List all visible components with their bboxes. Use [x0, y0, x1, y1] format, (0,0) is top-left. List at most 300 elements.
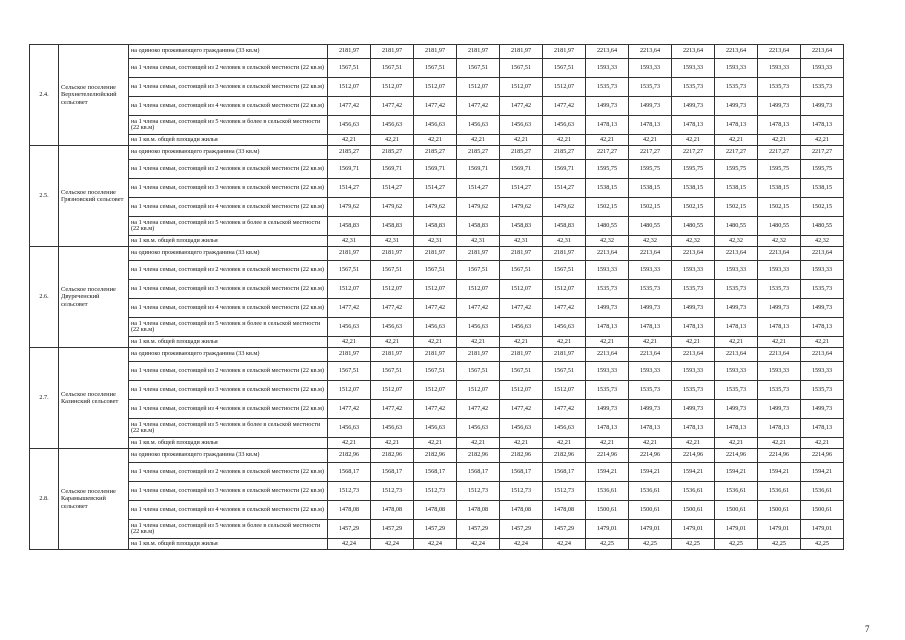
- value-cell: 1567,51: [414, 261, 457, 280]
- value-cell: 1479,62: [371, 198, 414, 217]
- value-cell: 1593,33: [629, 59, 672, 78]
- value-cell: 2181,97: [457, 45, 500, 59]
- settlement-name: Сельское поселение Двуреченский сельсовет: [59, 247, 129, 348]
- value-cell: 42,21: [328, 438, 371, 449]
- norm-description: на 1 члена семьи, состоящей из 2 человек в сельской местности (22 кв.м): [129, 261, 328, 280]
- value-cell: 42,21: [801, 135, 844, 146]
- value-cell: 2213,64: [715, 247, 758, 261]
- value-cell: 1512,07: [328, 78, 371, 97]
- value-cell: 2213,64: [629, 247, 672, 261]
- value-cell: 1456,63: [414, 116, 457, 135]
- value-cell: 1499,73: [586, 97, 629, 116]
- value-cell: 42,21: [672, 438, 715, 449]
- value-cell: 42,21: [586, 438, 629, 449]
- norm-description: на 1 члена семьи, состоящей из 5 человек и более в сельской местности (22 кв.м): [129, 419, 328, 438]
- value-cell: 1593,33: [758, 362, 801, 381]
- table-row: [30, 45, 844, 59]
- value-cell: 42,25: [758, 539, 801, 550]
- value-cell: 2185,27: [500, 146, 543, 160]
- value-cell: 42,21: [414, 337, 457, 348]
- value-cell: 1593,33: [715, 261, 758, 280]
- value-cell: 1514,27: [457, 179, 500, 198]
- value-cell: 1567,51: [457, 59, 500, 78]
- value-cell: 1499,73: [801, 400, 844, 419]
- value-cell: 1593,33: [715, 59, 758, 78]
- value-cell: 42,24: [414, 539, 457, 550]
- value-cell: 1512,07: [414, 381, 457, 400]
- value-cell: 1477,42: [414, 97, 457, 116]
- value-cell: 1478,08: [457, 501, 500, 520]
- value-cell: 1535,73: [715, 381, 758, 400]
- norm-description: на одиноко проживающего гражданина (33 кв.м): [129, 146, 328, 160]
- table-row: [30, 348, 844, 362]
- value-cell: 1535,73: [629, 280, 672, 299]
- value-cell: 2213,64: [715, 45, 758, 59]
- value-cell: 1477,42: [414, 299, 457, 318]
- value-cell: 1479,01: [801, 520, 844, 539]
- page-number: 7: [865, 624, 870, 634]
- value-cell: 42,32: [629, 236, 672, 247]
- value-cell: 1499,73: [672, 299, 715, 318]
- value-cell: 1594,21: [629, 463, 672, 482]
- value-cell: 1567,51: [457, 261, 500, 280]
- value-cell: 1480,55: [715, 217, 758, 236]
- value-cell: 1593,33: [801, 261, 844, 280]
- value-cell: 2181,97: [414, 45, 457, 59]
- value-cell: 2213,64: [672, 348, 715, 362]
- value-cell: 1499,73: [715, 299, 758, 318]
- value-cell: 1500,61: [672, 501, 715, 520]
- value-cell: 1535,73: [586, 280, 629, 299]
- value-cell: 1456,63: [543, 116, 586, 135]
- value-cell: 1480,55: [801, 217, 844, 236]
- value-cell: 1512,07: [500, 78, 543, 97]
- value-cell: 1593,33: [715, 362, 758, 381]
- value-cell: 1478,08: [328, 501, 371, 520]
- value-cell: 2213,64: [801, 247, 844, 261]
- value-cell: 1535,73: [715, 78, 758, 97]
- table-row: [30, 59, 844, 78]
- norm-description: на 1 кв.м. общей площади жилья: [129, 236, 328, 247]
- norm-description: на 1 члена семьи, состоящей из 5 человек и более в сельской местности (22 кв.м): [129, 520, 328, 539]
- norm-description: на 1 кв.м. общей площади жилья: [129, 539, 328, 550]
- norm-description: на одиноко проживающего гражданина (33 кв.м): [129, 449, 328, 463]
- value-cell: 1477,42: [500, 299, 543, 318]
- value-cell: 42,21: [414, 135, 457, 146]
- value-cell: 2217,27: [672, 146, 715, 160]
- value-cell: 1457,29: [414, 520, 457, 539]
- value-cell: 1567,51: [371, 59, 414, 78]
- value-cell: 42,21: [371, 438, 414, 449]
- value-cell: 1477,42: [457, 97, 500, 116]
- value-cell: 1499,73: [586, 400, 629, 419]
- value-cell: 42,21: [500, 438, 543, 449]
- section-number: 2.5.: [30, 146, 59, 247]
- value-cell: 1458,83: [457, 217, 500, 236]
- value-cell: 1593,33: [629, 362, 672, 381]
- value-cell: 1456,63: [543, 419, 586, 438]
- table-row: [30, 318, 844, 337]
- value-cell: 2181,97: [543, 45, 586, 59]
- value-cell: 2181,97: [328, 247, 371, 261]
- value-cell: 1477,42: [328, 299, 371, 318]
- value-cell: 1499,73: [672, 400, 715, 419]
- value-cell: 1478,13: [801, 419, 844, 438]
- value-cell: 42,21: [543, 135, 586, 146]
- value-cell: 1502,15: [629, 198, 672, 217]
- value-cell: 1567,51: [500, 59, 543, 78]
- value-cell: 1593,33: [586, 261, 629, 280]
- value-cell: 1478,08: [543, 501, 586, 520]
- value-cell: 1499,73: [758, 97, 801, 116]
- value-cell: 1499,73: [758, 299, 801, 318]
- value-cell: 1569,71: [414, 160, 457, 179]
- value-cell: 1567,51: [328, 362, 371, 381]
- value-cell: 2181,97: [371, 45, 414, 59]
- value-cell: 2213,64: [586, 45, 629, 59]
- settlement-name: Сельское поселение Верхнетелелюйский сельсовет: [59, 45, 129, 146]
- value-cell: 1502,15: [758, 198, 801, 217]
- value-cell: 1477,42: [371, 400, 414, 419]
- value-cell: 2181,97: [500, 348, 543, 362]
- value-cell: 1458,83: [414, 217, 457, 236]
- value-cell: 1568,17: [371, 463, 414, 482]
- value-cell: 1456,63: [371, 116, 414, 135]
- table-row: [30, 400, 844, 419]
- value-cell: 1568,17: [328, 463, 371, 482]
- table-row: [30, 438, 844, 449]
- value-cell: 1567,51: [371, 362, 414, 381]
- value-cell: 2213,64: [758, 45, 801, 59]
- value-cell: 42,21: [371, 135, 414, 146]
- value-cell: 1500,61: [801, 501, 844, 520]
- value-cell: 2213,64: [586, 247, 629, 261]
- value-cell: 1477,42: [500, 97, 543, 116]
- value-cell: 1478,13: [586, 419, 629, 438]
- value-cell: 2182,96: [371, 449, 414, 463]
- value-cell: 1479,01: [672, 520, 715, 539]
- value-cell: 1512,07: [371, 280, 414, 299]
- value-cell: 1569,71: [543, 160, 586, 179]
- table-row: [30, 299, 844, 318]
- section-number: 2.7.: [30, 348, 59, 449]
- value-cell: 1458,83: [500, 217, 543, 236]
- table-row: [30, 501, 844, 520]
- value-cell: 1478,13: [629, 116, 672, 135]
- value-cell: 1456,63: [500, 318, 543, 337]
- value-cell: 1569,71: [500, 160, 543, 179]
- value-cell: 1499,73: [715, 400, 758, 419]
- value-cell: 2217,27: [758, 146, 801, 160]
- value-cell: 42,21: [629, 337, 672, 348]
- value-cell: 42,32: [801, 236, 844, 247]
- norm-description: на 1 члена семьи, состоящей из 4 человек в сельской местности (22 кв.м): [129, 198, 328, 217]
- value-cell: 1593,33: [758, 261, 801, 280]
- norm-description: на 1 члена семьи, состоящей из 5 человек и более в сельской местности (22 кв.м): [129, 318, 328, 337]
- value-cell: 1514,27: [414, 179, 457, 198]
- value-cell: 2214,96: [629, 449, 672, 463]
- value-cell: 1456,63: [414, 419, 457, 438]
- value-cell: 1567,51: [328, 261, 371, 280]
- table-row: [30, 463, 844, 482]
- value-cell: 2213,64: [801, 348, 844, 362]
- value-cell: 2214,96: [586, 449, 629, 463]
- value-cell: 1536,61: [672, 482, 715, 501]
- table-row: [30, 362, 844, 381]
- value-cell: 42,31: [500, 236, 543, 247]
- value-cell: 1499,73: [586, 299, 629, 318]
- norm-description: на 1 члена семьи, состоящей из 5 человек и более в сельской местности (22 кв.м): [129, 217, 328, 236]
- value-cell: 1567,51: [414, 362, 457, 381]
- value-cell: 1478,13: [758, 116, 801, 135]
- table-row: [30, 337, 844, 348]
- table-body: [30, 45, 844, 550]
- value-cell: 1477,42: [414, 400, 457, 419]
- value-cell: 1569,71: [328, 160, 371, 179]
- value-cell: 1567,51: [543, 362, 586, 381]
- value-cell: 1512,73: [457, 482, 500, 501]
- value-cell: 2217,27: [715, 146, 758, 160]
- value-cell: 1477,42: [457, 400, 500, 419]
- value-cell: 1457,29: [500, 520, 543, 539]
- value-cell: 2182,96: [414, 449, 457, 463]
- value-cell: 1478,13: [801, 318, 844, 337]
- value-cell: 1478,13: [586, 116, 629, 135]
- value-cell: 1567,51: [371, 261, 414, 280]
- value-cell: 1457,29: [328, 520, 371, 539]
- value-cell: 1595,75: [672, 160, 715, 179]
- value-cell: 1502,15: [715, 198, 758, 217]
- value-cell: 2182,96: [328, 449, 371, 463]
- value-cell: 1512,73: [500, 482, 543, 501]
- value-cell: 1512,07: [457, 381, 500, 400]
- value-cell: 42,21: [715, 337, 758, 348]
- norm-description: на 1 кв.м. общей площади жилья: [129, 337, 328, 348]
- value-cell: 2214,96: [801, 449, 844, 463]
- norm-description: на 1 члена семьи, состоящей из 3 человек в сельской местности (22 кв.м): [129, 381, 328, 400]
- norm-description: на одиноко проживающего гражданина (33 кв.м): [129, 348, 328, 362]
- value-cell: 42,21: [500, 135, 543, 146]
- value-cell: 1538,15: [586, 179, 629, 198]
- settlement-name: Сельское поселение Казинский сельсовет: [59, 348, 129, 449]
- value-cell: 1594,21: [801, 463, 844, 482]
- value-cell: 1593,33: [629, 261, 672, 280]
- value-cell: 42,21: [758, 438, 801, 449]
- value-cell: 1478,13: [758, 318, 801, 337]
- value-cell: 2181,97: [457, 247, 500, 261]
- table-row: [30, 381, 844, 400]
- value-cell: 1512,07: [543, 280, 586, 299]
- value-cell: 1538,15: [629, 179, 672, 198]
- table-row: [30, 217, 844, 236]
- value-cell: 2214,96: [758, 449, 801, 463]
- value-cell: 1512,07: [371, 78, 414, 97]
- norm-description: на 1 члена семьи, состоящей из 2 человек в сельской местности (22 кв.м): [129, 463, 328, 482]
- section-number: 2.4.: [30, 45, 59, 146]
- value-cell: 1536,61: [629, 482, 672, 501]
- value-cell: 1569,71: [371, 160, 414, 179]
- table-row: [30, 419, 844, 438]
- value-cell: 1594,21: [586, 463, 629, 482]
- value-cell: 1456,63: [414, 318, 457, 337]
- value-cell: 1478,13: [801, 116, 844, 135]
- value-cell: 42,21: [543, 438, 586, 449]
- value-cell: 2181,97: [414, 348, 457, 362]
- value-cell: 1593,33: [672, 59, 715, 78]
- norm-description: на 1 члена семьи, состоящей из 4 человек в сельской местности (22 кв.м): [129, 501, 328, 520]
- value-cell: 1569,71: [457, 160, 500, 179]
- table-row: [30, 78, 844, 97]
- value-cell: 1512,73: [371, 482, 414, 501]
- value-cell: 42,25: [586, 539, 629, 550]
- value-cell: 1514,27: [328, 179, 371, 198]
- value-cell: 1535,73: [672, 280, 715, 299]
- value-cell: 42,21: [715, 438, 758, 449]
- value-cell: 1595,75: [801, 160, 844, 179]
- value-cell: 42,21: [672, 135, 715, 146]
- value-cell: 1477,42: [371, 299, 414, 318]
- value-cell: 2213,64: [758, 247, 801, 261]
- value-cell: 1512,07: [371, 381, 414, 400]
- value-cell: 42,21: [457, 135, 500, 146]
- value-cell: 1456,63: [543, 318, 586, 337]
- value-cell: 1480,55: [758, 217, 801, 236]
- value-cell: 1499,73: [629, 97, 672, 116]
- table-row: [30, 116, 844, 135]
- value-cell: 42,24: [500, 539, 543, 550]
- value-cell: 1567,51: [414, 59, 457, 78]
- value-cell: 1514,27: [371, 179, 414, 198]
- value-cell: 42,21: [715, 135, 758, 146]
- value-cell: 1480,55: [586, 217, 629, 236]
- value-cell: 2213,64: [758, 348, 801, 362]
- value-cell: 1477,42: [328, 97, 371, 116]
- value-cell: 1499,73: [715, 97, 758, 116]
- value-cell: 1478,13: [715, 318, 758, 337]
- value-cell: 1478,13: [715, 419, 758, 438]
- value-cell: 42,32: [758, 236, 801, 247]
- table-row: [30, 236, 844, 247]
- value-cell: 1593,33: [801, 362, 844, 381]
- norm-description: на 1 кв.м. общей площади жилья: [129, 438, 328, 449]
- value-cell: 2213,64: [586, 348, 629, 362]
- table-row: [30, 179, 844, 198]
- value-cell: 42,21: [629, 438, 672, 449]
- value-cell: 42,25: [672, 539, 715, 550]
- value-cell: 42,21: [457, 337, 500, 348]
- value-cell: 1567,51: [543, 59, 586, 78]
- norm-description: на 1 члена семьи, состоящей из 3 человек в сельской местности (22 кв.м): [129, 280, 328, 299]
- value-cell: 42,32: [586, 236, 629, 247]
- value-cell: 1480,55: [629, 217, 672, 236]
- value-cell: 2213,64: [672, 45, 715, 59]
- value-cell: 1535,73: [758, 78, 801, 97]
- table-row: [30, 97, 844, 116]
- value-cell: 1500,61: [629, 501, 672, 520]
- value-cell: 1512,73: [414, 482, 457, 501]
- value-cell: 1535,73: [715, 280, 758, 299]
- norm-description: на одиноко проживающего гражданина (33 кв.м): [129, 45, 328, 59]
- norm-description: на 1 члена семьи, состоящей из 4 человек в сельской местности (22 кв.м): [129, 400, 328, 419]
- value-cell: 42,31: [457, 236, 500, 247]
- value-cell: 1478,13: [586, 318, 629, 337]
- value-cell: 1499,73: [801, 97, 844, 116]
- value-cell: 2181,97: [500, 45, 543, 59]
- value-cell: 1535,73: [672, 78, 715, 97]
- value-cell: 42,32: [672, 236, 715, 247]
- value-cell: 1538,15: [715, 179, 758, 198]
- value-cell: 1456,63: [371, 318, 414, 337]
- table-row: [30, 261, 844, 280]
- value-cell: 42,21: [371, 337, 414, 348]
- norm-description: на одиноко проживающего гражданина (33 кв.м): [129, 247, 328, 261]
- value-cell: 1456,63: [328, 419, 371, 438]
- value-cell: 42,31: [371, 236, 414, 247]
- value-cell: 2213,64: [715, 348, 758, 362]
- value-cell: 2181,97: [371, 348, 414, 362]
- value-cell: 42,31: [543, 236, 586, 247]
- settlement-name: Сельское поселение Карамышевский сельсовет: [59, 449, 129, 550]
- value-cell: 1499,73: [801, 299, 844, 318]
- value-cell: 1594,21: [715, 463, 758, 482]
- value-cell: 42,21: [801, 337, 844, 348]
- value-cell: 1512,07: [543, 381, 586, 400]
- value-cell: 1567,51: [457, 362, 500, 381]
- value-cell: 1567,51: [543, 261, 586, 280]
- value-cell: 1535,73: [629, 381, 672, 400]
- value-cell: 1593,33: [672, 362, 715, 381]
- value-cell: 1512,07: [457, 78, 500, 97]
- table-row: [30, 247, 844, 261]
- value-cell: 2185,27: [457, 146, 500, 160]
- tariff-table: [29, 44, 844, 550]
- value-cell: 1479,62: [414, 198, 457, 217]
- value-cell: 42,25: [801, 539, 844, 550]
- norm-description: на 1 члена семьи, состоящей из 4 человек в сельской местности (22 кв.м): [129, 97, 328, 116]
- value-cell: 1595,75: [715, 160, 758, 179]
- value-cell: 1512,07: [500, 280, 543, 299]
- value-cell: 42,21: [457, 438, 500, 449]
- value-cell: 1479,01: [758, 520, 801, 539]
- norm-description: на 1 кв.м. общей площади жилья: [129, 135, 328, 146]
- value-cell: 1477,42: [543, 97, 586, 116]
- value-cell: 1478,13: [672, 419, 715, 438]
- value-cell: 2214,96: [715, 449, 758, 463]
- value-cell: 1535,73: [586, 381, 629, 400]
- value-cell: 2181,97: [543, 247, 586, 261]
- table-row: [30, 198, 844, 217]
- value-cell: 1535,73: [801, 381, 844, 400]
- value-cell: 2181,97: [543, 348, 586, 362]
- value-cell: 1536,61: [801, 482, 844, 501]
- value-cell: 1478,13: [629, 318, 672, 337]
- value-cell: 1458,83: [328, 217, 371, 236]
- value-cell: 42,21: [758, 337, 801, 348]
- value-cell: 42,21: [500, 337, 543, 348]
- value-cell: 1535,73: [672, 381, 715, 400]
- value-cell: 1478,13: [758, 419, 801, 438]
- value-cell: 1456,63: [457, 318, 500, 337]
- value-cell: 2217,27: [801, 146, 844, 160]
- value-cell: 42,21: [328, 337, 371, 348]
- value-cell: 1568,17: [500, 463, 543, 482]
- value-cell: 2213,64: [801, 45, 844, 59]
- value-cell: 42,25: [629, 539, 672, 550]
- norm-description: на 1 члена семьи, состоящей из 2 человек в сельской местности (22 кв.м): [129, 59, 328, 78]
- value-cell: 1499,73: [629, 299, 672, 318]
- value-cell: 1502,15: [586, 198, 629, 217]
- value-cell: 1535,73: [758, 381, 801, 400]
